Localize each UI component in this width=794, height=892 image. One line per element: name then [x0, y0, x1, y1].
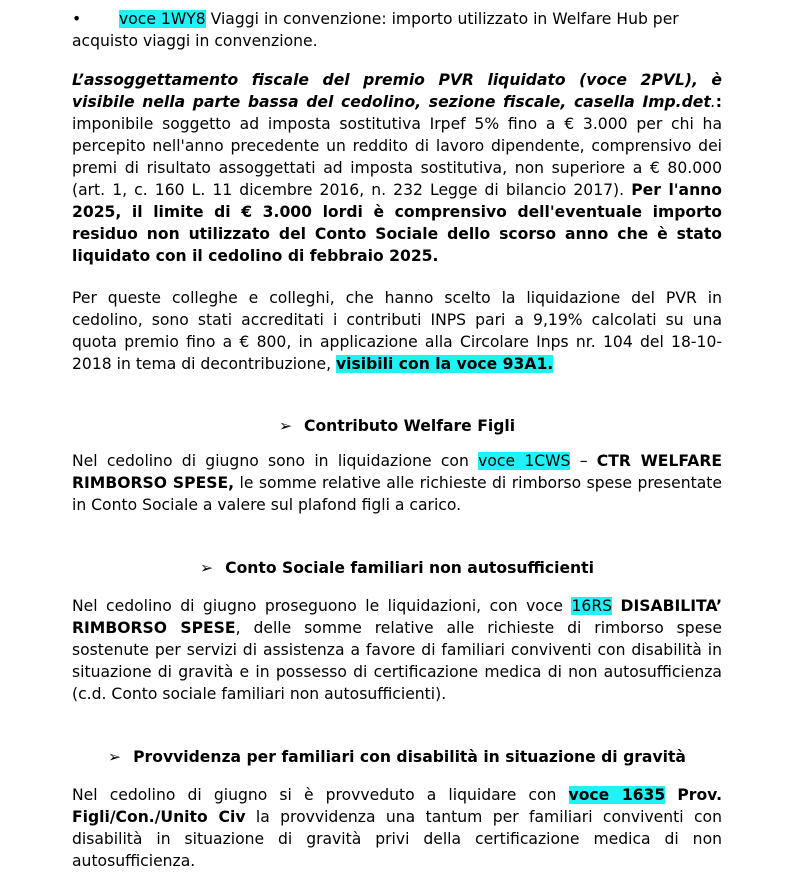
text-run: Nel cedolino di giugno si è provveduto a liquidare con — [72, 786, 569, 804]
pvl-italic-lead: L’assoggettamento fiscale del premio PVR liquidato (voce 2PVL), è visibile nella parte bassa del cedolino, sezione fiscale, casella Imp.det — [72, 71, 722, 111]
section-heading-provvidenza — [72, 746, 722, 768]
section-heading-welfare-figli — [72, 415, 722, 437]
text-run: Nel cedolino di giugno proseguono le liquidazioni, con voce — [72, 597, 572, 615]
inps-text: Per queste colleghe e colleghi, che hanno scelto la liquidazione del PVR in cedolino, sono stati accreditati i contributi INPS pari a 9,19% calcolati su una quota premio fino a € 800, in applicazione alla Circolare Inps nr. 104 del 18-10-2018 in tema di decontribuzione, — [72, 289, 722, 373]
bullet-text: Viaggi in convenzione: importo utilizzato in Welfare Hub per — [205, 10, 679, 28]
provvidenza-paragraph — [72, 784, 722, 872]
prov-figli-label: Prov. Figli/Con./Unito Civ — [72, 786, 722, 826]
text-run: Nel cedolino di giugno sono in liquidazione con — [72, 452, 479, 470]
section-title: Conto Sociale familiari non autosufficienti — [225, 559, 594, 577]
arrow-bullet-icon: ➢ — [108, 748, 122, 766]
pvl-tax-paragraph — [72, 69, 722, 267]
section-title: Provvidenza per familiari con disabilità in situazione di gravità — [133, 748, 686, 766]
section-title: Contributo Welfare Figli — [304, 417, 516, 435]
voce-1635-code: voce 1635 — [568, 786, 666, 804]
text-run — [612, 597, 620, 615]
arrow-bullet-icon: ➢ — [200, 559, 214, 577]
text-run: le somme relative alle richieste di rimborso spese presentate in Conto Sociale a valere sul plafond figli a carico. — [72, 474, 722, 514]
disabilita-rimborso-label: DISABILITA’ RIMBORSO SPESE — [72, 597, 723, 637]
pvl-body: imponibile soggetto ad imposta sostitutiva Irpef 5% fino a € 3.000 per chi ha percepito nell'anno precedente un reddito di lavoro dipendente, comprensivo dei premi di risultato assoggettati ad imposta sostitutiva, non superiore a € 80.000 (art. 1, c. 160 L. 11 dicembre 2016, n. 232 Legge di bilancio 2017). — [72, 115, 722, 199]
pvl-bold-tail: Per l'anno 2025, il limite di € 3.000 lordi è comprensivo dell'eventuale importo residuo non utilizzato del Conto Sociale dello scorso anno che è stato liquidato con il cedolino di febbraio 2025. — [72, 181, 722, 265]
pvl-italic-dot: . — [710, 93, 716, 111]
bullet-marker: • — [72, 10, 82, 28]
non-autosufficienti-paragraph — [72, 595, 722, 705]
text-run — [665, 786, 677, 804]
document-page — [72, 8, 722, 872]
ctr-welfare-label: CTR WELFARE RIMBORSO SPESE, — [72, 452, 722, 492]
text-run: – — [570, 452, 597, 470]
bullet-text-continuation: acquisto viaggi in convenzione. — [72, 32, 318, 50]
voce-16rs-code: 16RS — [571, 597, 613, 615]
voce-93a1-highlight: visibili con la voce 93A1. — [336, 355, 554, 373]
bullet-item-viaggi — [72, 8, 722, 30]
voce-1cws-code: voce 1CWS — [478, 452, 571, 470]
welfare-figli-paragraph — [72, 450, 722, 516]
pvl-colon: : — [715, 93, 722, 111]
text-run: la provvidenza una tantum per familiari conviventi con disabilità in situazione di gravità privi della certificazione medica di non autosufficienza. — [72, 808, 722, 870]
voce-1wy8-code: voce 1WY8 — [119, 10, 206, 28]
section-heading-non-autosufficienti — [72, 557, 722, 579]
inps-paragraph — [72, 287, 722, 375]
arrow-bullet-icon: ➢ — [278, 417, 293, 435]
text-run: , delle somme relative alle richieste di rimborso spese sostenute per servizi di assistenza a favore di familiari conviventi con disabilità in situazione di gravità e in possesso di certificazione medica di non autosufficienza (c.d. Conto sociale familiari non autosufficienti). — [72, 619, 723, 703]
